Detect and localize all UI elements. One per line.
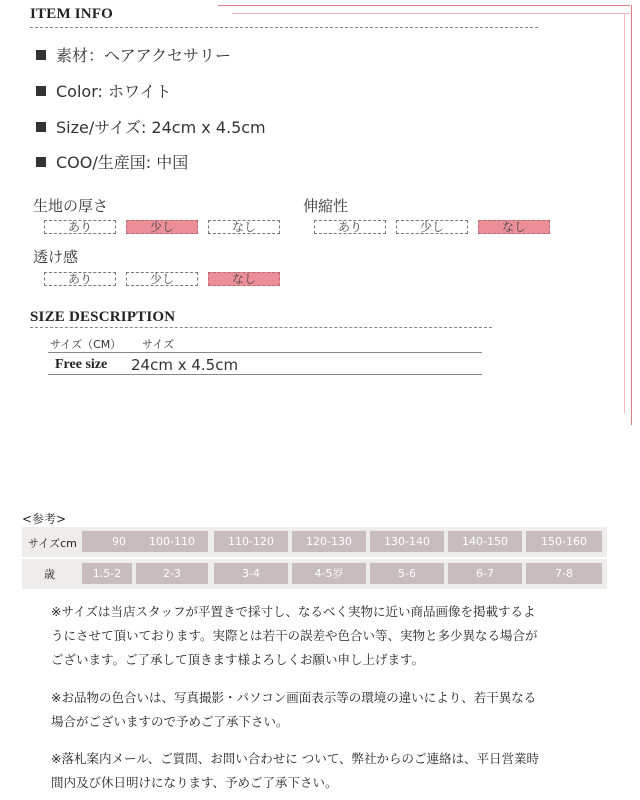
- sheer-option-some: 少し: [126, 272, 198, 286]
- note-size-measurement: [51, 602, 538, 670]
- square-bullet-icon: [36, 50, 46, 60]
- reference-size-cell: 140-150: [448, 531, 522, 552]
- size-col-header-cm: サイズ（CM）: [50, 338, 122, 351]
- reference-age-cell: 6-7: [448, 563, 522, 584]
- note-line: ございます。ご了承して頂きます様よろしくお願い申し上げます。: [51, 652, 425, 667]
- stretch-option-yes: あり: [314, 220, 386, 234]
- size-row-rule: [48, 374, 482, 375]
- stretch-option-some: 少し: [396, 220, 468, 234]
- reference-age-label: 歳: [44, 568, 55, 581]
- square-bullet-icon: [36, 86, 46, 96]
- size-header-rule: [48, 352, 482, 353]
- info-row-material: [36, 43, 231, 66]
- size-col-header-size: サイズ: [142, 338, 175, 351]
- reference-age-cell: 2-3: [136, 563, 208, 584]
- item-info-divider: [30, 27, 538, 28]
- reference-age-cell: 7-8: [526, 563, 602, 584]
- size-description-title: SIZE DESCRIPTION: [30, 309, 176, 325]
- info-row-color: [36, 79, 172, 102]
- sheer-option-yes: あり: [44, 272, 116, 286]
- reference-size-cell: 100-110: [136, 531, 208, 552]
- info-row-text: 素材：ヘアアクセサリー: [56, 46, 232, 65]
- note-contact-hours: [51, 749, 539, 793]
- size-row-value: 24cm x 4.5cm: [131, 356, 239, 374]
- size-description-divider: [30, 327, 492, 328]
- sheer-label: 透け感: [33, 248, 79, 266]
- reference-size-cell: 90: [82, 531, 156, 552]
- note-line: 間内及び休日明けになります、予めご了承下さい。: [51, 775, 338, 790]
- reference-size-cell: 150-160: [526, 531, 602, 552]
- frame-line-top-inner: [232, 13, 630, 14]
- reference-age-cell: 3-4: [214, 563, 288, 584]
- frame-line-top: [218, 5, 630, 6]
- frame-line-right: [631, 5, 632, 425]
- note-line: 場合がございますので予めご了承下さい。: [51, 714, 289, 729]
- stretch-option-no: なし: [478, 220, 550, 234]
- square-bullet-icon: [36, 122, 46, 132]
- info-row-size: [36, 115, 266, 138]
- note-line: うにさせて頂いております。実際とは若干の誤差や色合い等、実物と多少異なる場合が: [51, 628, 538, 643]
- reference-title: <参考>: [22, 512, 67, 526]
- reference-size-cell: 120-130: [292, 531, 366, 552]
- size-row-label: Free size: [55, 357, 108, 372]
- thickness-option-no: なし: [208, 220, 280, 234]
- reference-size-cell: 110-120: [214, 531, 288, 552]
- thickness-option-some: 少し: [126, 220, 198, 234]
- note-color-difference: [51, 688, 536, 732]
- stretch-label: 伸縮性: [303, 197, 349, 215]
- reference-age-cell: 5-6: [370, 563, 444, 584]
- note-line: ※サイズは当店スタッフが平置きで採寸し、なるべく実物に近い商品画像を掲載するよ: [51, 604, 536, 619]
- item-info-title: ITEM INFO: [30, 6, 114, 22]
- sheer-option-no: なし: [208, 272, 280, 286]
- note-line: ※お品物の色合いは、写真撮影・パソコン画面表示等の環境の違いにより、若干異なる: [51, 690, 537, 705]
- thickness-option-yes: あり: [44, 220, 116, 234]
- thickness-label: 生地の厚さ: [33, 197, 109, 215]
- reference-size-label: サイズcm: [28, 537, 77, 550]
- reference-size-cell: 130-140: [370, 531, 444, 552]
- note-line: ※落札案内メール、ご質問、お問い合わせに ついて、弊社からのご連絡は、平日営業時: [51, 751, 539, 766]
- info-row-text: COO/生産国: 中国: [56, 153, 189, 172]
- reference-age-cell: 1.5-2: [82, 563, 132, 584]
- info-row-coo: [36, 150, 188, 173]
- info-row-text: Size/サイズ: 24cm x 4.5cm: [56, 118, 266, 137]
- info-row-text: Color: ホワイト: [56, 82, 172, 101]
- square-bullet-icon: [36, 157, 46, 167]
- reference-age-cell: 4-5岁: [292, 563, 366, 584]
- frame-line-right-inner: [624, 13, 625, 413]
